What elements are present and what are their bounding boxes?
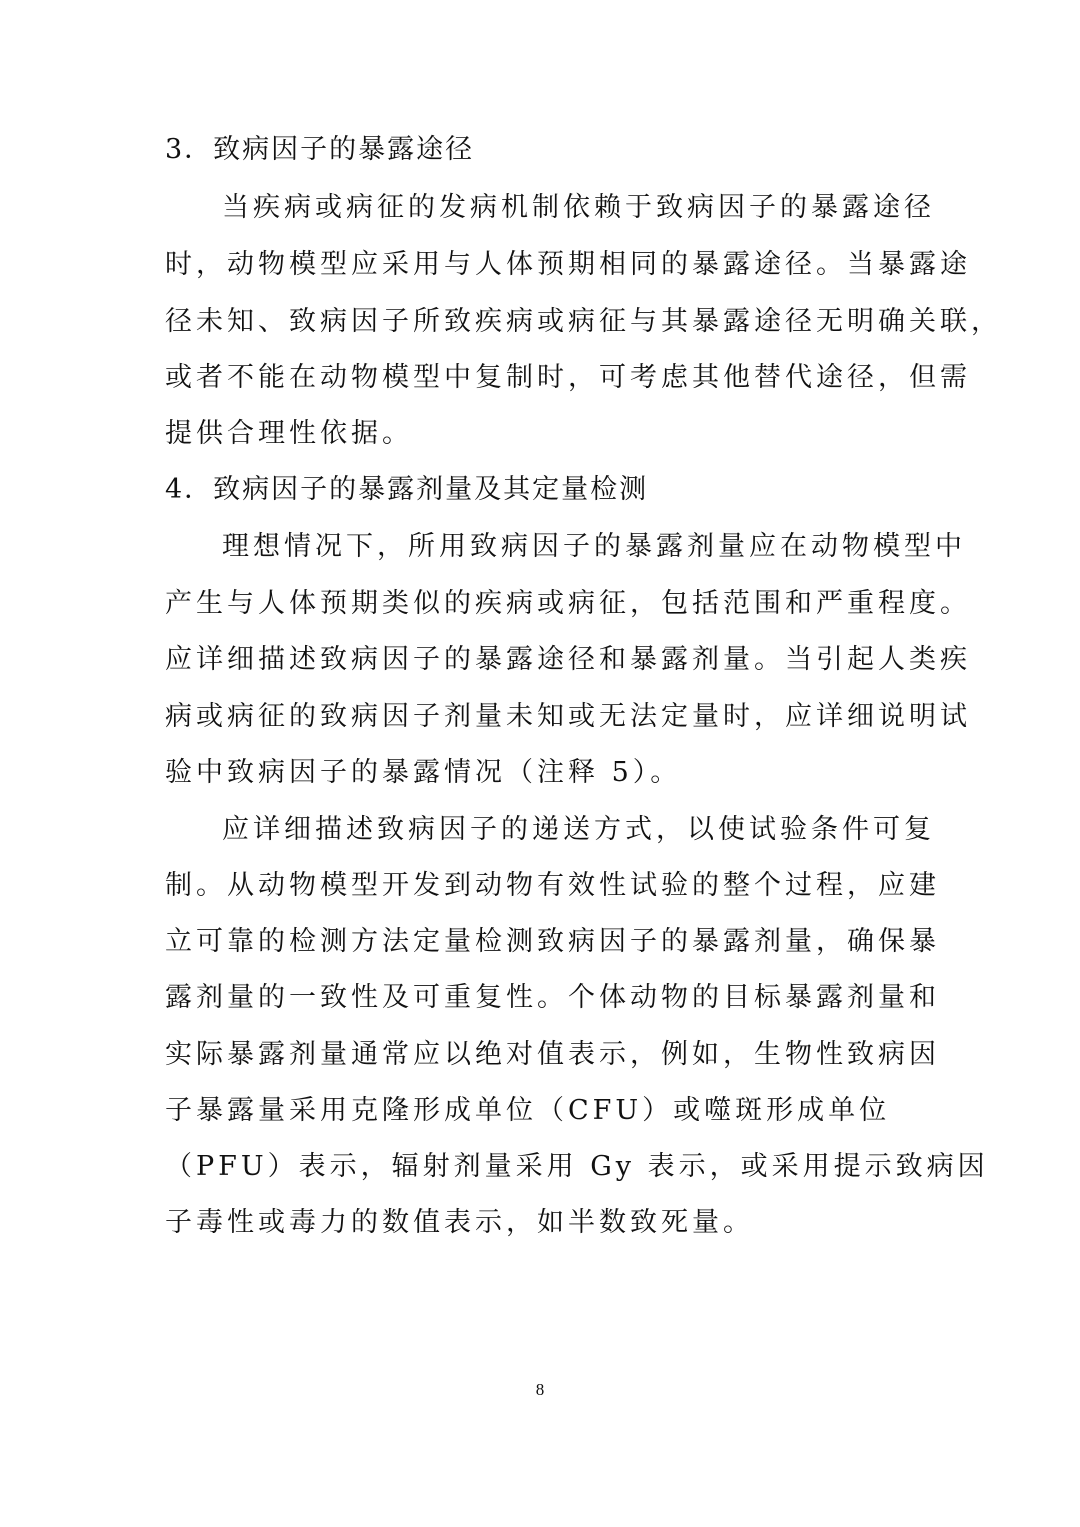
paragraph-line: 子毒性或毒力的数值表示，如半数致死量。 (165, 1207, 754, 1238)
paragraph-line: 理想情况下，所用致病因子的暴露剂量应在动物模型中 (222, 531, 966, 562)
section-3-heading: 3．致病因子的暴露途径 (165, 134, 475, 165)
section-4-heading: 4．致病因子的暴露剂量及其定量检测 (165, 474, 649, 505)
paragraph-line: 当疾病或病征的发病机制依赖于致病因子的暴露途径 (222, 192, 935, 223)
paragraph-line: 应详细描述致病因子的递送方式，以使试验条件可复 (222, 814, 935, 845)
paragraph-line: 径未知、致病因子所致疾病或病征与其暴露途径无明确关联， (165, 306, 1002, 337)
paragraph-line: 病或病征的致病因子剂量未知或无法定量时，应详细说明试 (165, 701, 971, 732)
paragraph-line: 验中致病因子的暴露情况（注释 5）。 (165, 757, 682, 788)
paragraph-line: （PFU）表示，辐射剂量采用 Gy 表示，或采用提示致病因 (165, 1151, 989, 1182)
paragraph-line: 时，动物模型应采用与人体预期相同的暴露途径。当暴露途 (165, 249, 971, 280)
paragraph-line: 实际暴露剂量通常应以绝对值表示，例如，生物性致病因 (165, 1039, 940, 1070)
paragraph-line: 子暴露量采用克隆形成单位（CFU）或噬斑形成单位 (165, 1095, 891, 1126)
paragraph-line: 或者不能在动物模型中复制时，可考虑其他替代途径，但需 (165, 362, 971, 393)
paragraph-line: 产生与人体预期类似的疾病或病征，包括范围和严重程度。 (165, 588, 971, 619)
paragraph-line: 立可靠的检测方法定量检测致病因子的暴露剂量，确保暴 (165, 926, 940, 957)
paragraph-line: 提供合理性依据。 (165, 418, 413, 449)
paragraph-line: 制。从动物模型开发到动物有效性试验的整个过程，应建 (165, 870, 940, 901)
page-number: 8 (535, 1380, 545, 1399)
paragraph-line: 应详细描述致病因子的暴露途径和暴露剂量。当引起人类疾 (165, 644, 971, 675)
paragraph-line: 露剂量的一致性及可重复性。个体动物的目标暴露剂量和 (165, 982, 940, 1013)
